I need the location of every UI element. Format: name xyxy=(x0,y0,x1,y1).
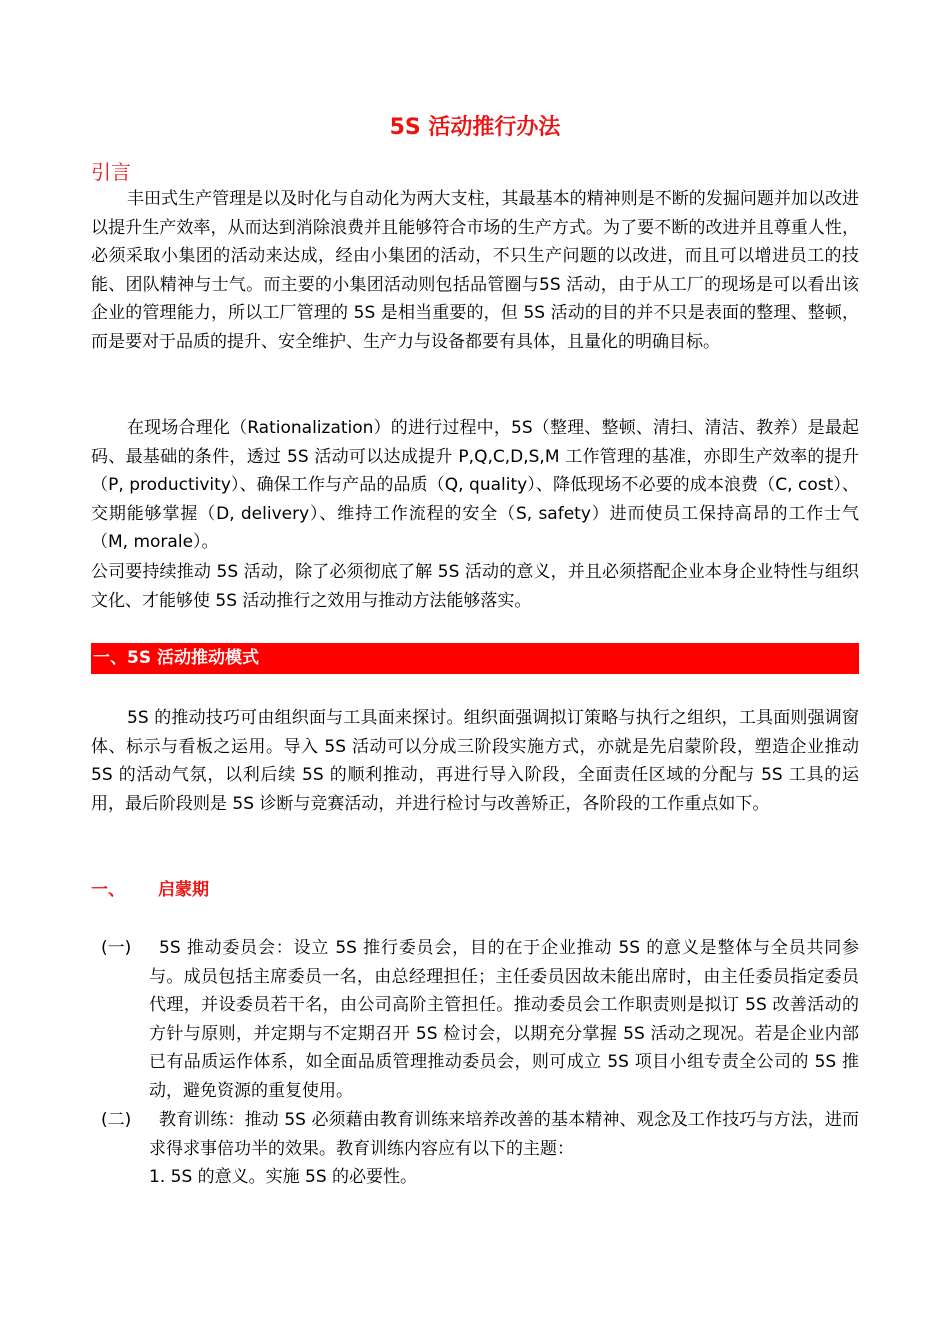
item-text xyxy=(149,934,859,1106)
section-title-bar: 一、5S 活动推动模式 xyxy=(91,643,859,674)
phase-label: 启蒙期 xyxy=(158,880,209,900)
intro-heading: 引言 xyxy=(91,160,131,184)
document-title: 5S 活动推行办法 xyxy=(389,115,561,140)
item-text-content: 5S 推动委员会：设立 5S 推行委员会，目的在于企业推动 5S 的意义是整体与全员共同参与。成员包括主席委员一名，由总经理担任；主任委员因故未能出席时，由主任委员指定委员代理，并设委员若干名，由公司高阶主管担任。推动委员会工作职责则是拟订 5S 改善活动的方针与原则，并定期与不定期召开 5S 检讨会，以期充分掌握 5S 活动之现况。若是企业内部已有品质运作体系，如全面品质管理推动委员会，则可成立 5S 项目小组专责全公司的 5S 推动，避免资源的重复使用。 xyxy=(149,938,859,1101)
item-label: (一) xyxy=(101,938,132,958)
section-paragraph: 5S 的推动技巧可由组织面与工具面来探讨。组织面强调拟订策略与执行之组织，工具面则强调窗体、标示与看板之运用。导入 5S 活动可以分成三阶段实施方式，亦就是先启蒙阶段，塑造企业推动 5S 的活动气氛，以利后续 5S 的顺利推动，再进行导入阶段，全面责任区域的分配与 5S 工具的运用，最后阶段则是 5S 诊断与竞赛活动，并进行检讨与改善矫正，各阶段的工作重点如下。 xyxy=(91,708,859,814)
intro-paragraph-2: 在现场合理化（Rationalization）的进行过程中，5S（整理、整顿、清扫、清洁、教养）是最起码、最基础的条件，透过 5S 活动可以达成提升 P,Q,C,D,S,M 工作管理的基准，亦即生产效率的提升（P, productivity）、确保工作与产品的品质（Q, quality）、降低现场不必要的成本浪费（C, cost）、交期能够掌握（D, delivery）、维持工作流程的安全（S, safety）进而使员工保持高昂的工作士气（M, morale）。 xyxy=(91,418,859,553)
phase-number: 一、 xyxy=(91,880,125,900)
item-text xyxy=(149,1106,859,1192)
intro-paragraph-3: 公司要持续推动 5S 活动，除了必须彻底了解 5S 活动的意义，并且必须搭配企业本身企业特性与组织文化、才能够使 5S 活动推行之效用与推动方法能够落实。 xyxy=(91,562,859,611)
item-label: (二) xyxy=(101,1110,132,1130)
item-text-content: 教育训练：推动 5S 必须藉由教育训练来培养改善的基本精神、观念及工作技巧与方法，进而求得求事倍功半的效果。教育训练内容应有以下的主题： xyxy=(149,1110,859,1159)
intro-paragraph-1: 丰田式生产管理是以及时化与自动化为两大支柱，其最基本的精神则是不断的发掘问题并加以改进以提升生产效率，从而达到消除浪费并且能够符合市场的生产方式。为了要不断的改进并且尊重人性，必须采取小集团的活动来达成，经由小集团的活动，不只生产问题的以改进，而且可以增进员工的技能、团队精神与士气。而主要的小集团活动则包括品管圈与5S 活动，由于从工厂的现场是可以看出该企业的管理能力，所以工厂管理的 5S 是相当重要的，但 5S 活动的目的并不只是表面的整理、整顿，而是要对于品质的提升、安全维护、生产力与设备都要有具体，且量化的明确目标。 xyxy=(91,189,859,352)
sub-list-item: 1. 5S 的意义。实施 5S 的必要性。 xyxy=(149,1167,418,1188)
